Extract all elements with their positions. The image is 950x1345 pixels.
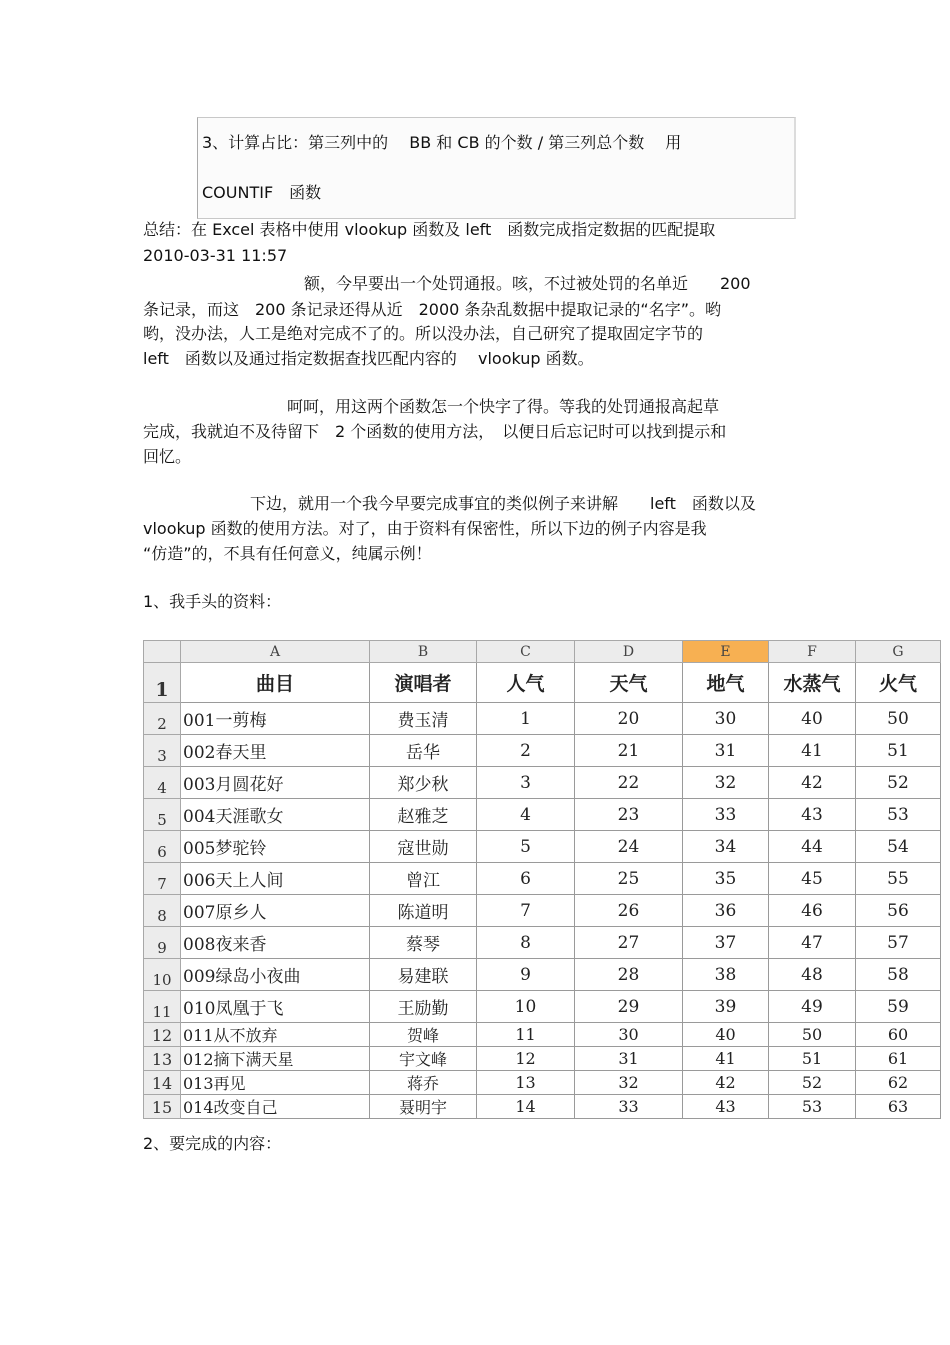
table-cell[interactable]: 41 xyxy=(769,735,856,767)
table-cell[interactable]: 蒋乔 xyxy=(370,1071,477,1095)
header-cell[interactable]: 火气 xyxy=(856,663,941,703)
paragraph-3-line-2: vlookup 函数的使用方法。对了，由于资料有保密性，所以下边的例子内容是我 xyxy=(143,519,707,538)
table-header-row xyxy=(144,663,941,703)
column-header-f[interactable]: F xyxy=(769,641,856,663)
table-cell[interactable]: 011从不放弃 xyxy=(181,1023,370,1047)
table-cell[interactable]: 王励勤 xyxy=(370,991,477,1023)
table-cell[interactable]: 47 xyxy=(769,927,856,959)
row-header[interactable]: 3 xyxy=(144,735,181,767)
table-cell[interactable]: 10 xyxy=(477,991,575,1023)
table-cell[interactable]: 003月圆花好 xyxy=(181,767,370,799)
header-cell[interactable]: 天气 xyxy=(575,663,683,703)
table-cell[interactable]: 009绿岛小夜曲 xyxy=(181,959,370,991)
select-all-corner[interactable] xyxy=(144,641,181,663)
header-cell[interactable]: 地气 xyxy=(683,663,769,703)
table-cell[interactable]: 006天上人间 xyxy=(181,863,370,895)
row-header[interactable]: 15 xyxy=(144,1095,181,1119)
table-row xyxy=(144,959,941,991)
table-cell[interactable]: 34 xyxy=(683,831,769,863)
table-cell[interactable]: 55 xyxy=(856,863,941,895)
column-header-c[interactable]: C xyxy=(477,641,575,663)
table-cell[interactable]: 2 xyxy=(477,735,575,767)
table-cell[interactable]: 007原乡人 xyxy=(181,895,370,927)
header-cell[interactable]: 曲目 xyxy=(181,663,370,703)
column-header-g[interactable]: G xyxy=(856,641,941,663)
row-header[interactable]: 9 xyxy=(144,927,181,959)
paragraph-2-line-3: 回忆。 xyxy=(143,447,192,466)
table-cell[interactable]: 费玉清 xyxy=(370,703,477,735)
paragraph-3-line-1: 下边，就用一个我今早要完成事宜的类似例子来讲解 left 函数以及 xyxy=(250,494,756,513)
table-cell[interactable]: 20 xyxy=(575,703,683,735)
table-row xyxy=(144,1095,941,1119)
table-cell[interactable]: 35 xyxy=(683,863,769,895)
table-cell[interactable]: 004天涯歌女 xyxy=(181,799,370,831)
table-cell[interactable]: 32 xyxy=(683,767,769,799)
table-cell[interactable]: 39 xyxy=(683,991,769,1023)
table-cell[interactable]: 23 xyxy=(575,799,683,831)
header-cell[interactable]: 水蒸气 xyxy=(769,663,856,703)
boxed-note-line-1: 3、计算占比：第三列中的 BB 和 CB 的个数 / 第三列总个数 用 xyxy=(202,133,682,152)
row-header[interactable]: 7 xyxy=(144,863,181,895)
table-cell[interactable]: 53 xyxy=(769,1095,856,1119)
table-row xyxy=(144,735,941,767)
table-cell[interactable]: 51 xyxy=(856,735,941,767)
table-cell[interactable]: 44 xyxy=(769,831,856,863)
table-cell[interactable]: 63 xyxy=(856,1095,941,1119)
row-header[interactable]: 8 xyxy=(144,895,181,927)
table-cell[interactable]: 49 xyxy=(769,991,856,1023)
table-cell[interactable]: 53 xyxy=(856,799,941,831)
table-cell[interactable]: 11 xyxy=(477,1023,575,1047)
table-cell[interactable]: 005梦驼铃 xyxy=(181,831,370,863)
table-cell[interactable]: 6 xyxy=(477,863,575,895)
table-cell[interactable]: 赵雅芝 xyxy=(370,799,477,831)
table-cell[interactable]: 贺峰 xyxy=(370,1023,477,1047)
table-cell[interactable]: 51 xyxy=(769,1047,856,1071)
table-cell[interactable]: 29 xyxy=(575,991,683,1023)
table-cell[interactable]: 聂明宇 xyxy=(370,1095,477,1119)
paragraph-3-line-3: “仿造”的，不具有任何意义，纯属示例！ xyxy=(143,544,432,563)
column-header-d[interactable]: D xyxy=(575,641,683,663)
table-row xyxy=(144,799,941,831)
table-cell[interactable]: 易建联 xyxy=(370,959,477,991)
table-cell[interactable]: 30 xyxy=(683,703,769,735)
table-cell[interactable]: 13 xyxy=(477,1071,575,1095)
table-cell[interactable]: 5 xyxy=(477,831,575,863)
table-cell[interactable]: 36 xyxy=(683,895,769,927)
table-cell[interactable]: 48 xyxy=(769,959,856,991)
table-cell[interactable]: 26 xyxy=(575,895,683,927)
table-row xyxy=(144,703,941,735)
table-cell[interactable]: 38 xyxy=(683,959,769,991)
column-header-a[interactable]: A xyxy=(181,641,370,663)
table-cell[interactable]: 33 xyxy=(575,1095,683,1119)
table-cell[interactable]: 32 xyxy=(575,1071,683,1095)
table-cell[interactable]: 8 xyxy=(477,927,575,959)
table-cell[interactable]: 61 xyxy=(856,1047,941,1071)
column-header-e[interactable]: E xyxy=(683,641,769,663)
table-row xyxy=(144,895,941,927)
row-header[interactable]: 2 xyxy=(144,703,181,735)
table-cell[interactable]: 陈道明 xyxy=(370,895,477,927)
table-cell[interactable]: 52 xyxy=(769,1071,856,1095)
row-header[interactable]: 11 xyxy=(144,991,181,1023)
table-cell[interactable]: 42 xyxy=(683,1071,769,1095)
table-cell[interactable]: 25 xyxy=(575,863,683,895)
table-row xyxy=(144,863,941,895)
boxed-note-line-2: COUNTIF 函数 xyxy=(202,183,322,202)
table-cell[interactable]: 42 xyxy=(769,767,856,799)
table-cell[interactable]: 41 xyxy=(683,1047,769,1071)
heading-my-data: 1、我手头的资料： xyxy=(143,592,282,611)
table-cell[interactable]: 59 xyxy=(856,991,941,1023)
paragraph-1-line-3: 哟，没办法，人工是绝对完成不了的。所以没办法，自己研究了提取固定字节的 xyxy=(143,324,704,343)
table-cell[interactable]: 寇世勋 xyxy=(370,831,477,863)
table-cell[interactable]: 37 xyxy=(683,927,769,959)
table-cell[interactable]: 46 xyxy=(769,895,856,927)
table-row xyxy=(144,1071,941,1095)
table-row xyxy=(144,927,941,959)
column-header-row xyxy=(144,641,941,663)
table-cell[interactable]: 56 xyxy=(856,895,941,927)
paragraph-1-line-2: 条记录，而这 200 条记录还得从近 2000 条杂乱数据中提取记录的“名字”。哟 xyxy=(143,300,722,319)
header-cell[interactable]: 演唱者 xyxy=(370,663,477,703)
table-cell[interactable]: 013再见 xyxy=(181,1071,370,1095)
table-cell[interactable]: 28 xyxy=(575,959,683,991)
summary-timestamp: 2010-03-31 11:57 xyxy=(143,246,288,265)
table-cell[interactable]: 曾江 xyxy=(370,863,477,895)
row-header[interactable]: 4 xyxy=(144,767,181,799)
table-cell[interactable]: 54 xyxy=(856,831,941,863)
paragraph-2-line-1: 呵呵，用这两个函数怎一个快字了得。等我的处罚通报高起草 xyxy=(287,397,720,416)
table-cell[interactable]: 7 xyxy=(477,895,575,927)
table-cell[interactable]: 50 xyxy=(856,703,941,735)
table-cell[interactable]: 宇文峰 xyxy=(370,1047,477,1071)
table-cell[interactable]: 012摘下满天星 xyxy=(181,1047,370,1071)
table-row xyxy=(144,1047,941,1071)
table-row xyxy=(144,1023,941,1047)
row-header[interactable]: 10 xyxy=(144,959,181,991)
table-cell[interactable]: 31 xyxy=(575,1047,683,1071)
table-cell[interactable]: 62 xyxy=(856,1071,941,1095)
table-cell[interactable]: 岳华 xyxy=(370,735,477,767)
table-cell[interactable]: 60 xyxy=(856,1023,941,1047)
table-cell[interactable]: 21 xyxy=(575,735,683,767)
table-cell[interactable]: 010凤凰于飞 xyxy=(181,991,370,1023)
table-cell[interactable]: 008夜来香 xyxy=(181,927,370,959)
row-header[interactable]: 6 xyxy=(144,831,181,863)
paragraph-2-line-2: 完成，我就迫不及待留下 2 个函数的使用方法， 以便日后忘记时可以找到提示和 xyxy=(143,422,727,441)
table-cell[interactable]: 50 xyxy=(769,1023,856,1047)
table-cell[interactable]: 9 xyxy=(477,959,575,991)
row-header[interactable]: 1 xyxy=(144,663,181,703)
table-cell[interactable]: 57 xyxy=(856,927,941,959)
spreadsheet-body xyxy=(144,641,941,1119)
table-cell[interactable]: 58 xyxy=(856,959,941,991)
table-cell[interactable]: 27 xyxy=(575,927,683,959)
table-cell[interactable]: 014改变自己 xyxy=(181,1095,370,1119)
row-header[interactable]: 13 xyxy=(144,1047,181,1071)
header-cell[interactable]: 人气 xyxy=(477,663,575,703)
table-cell[interactable]: 31 xyxy=(683,735,769,767)
table-cell[interactable]: 12 xyxy=(477,1047,575,1071)
table-cell[interactable]: 22 xyxy=(575,767,683,799)
column-header-b[interactable]: B xyxy=(370,641,477,663)
table-row xyxy=(144,831,941,863)
heading-to-complete: 2、要完成的内容： xyxy=(143,1134,282,1153)
table-cell[interactable]: 24 xyxy=(575,831,683,863)
table-cell[interactable]: 33 xyxy=(683,799,769,831)
table-cell[interactable]: 002春天里 xyxy=(181,735,370,767)
table-cell[interactable]: 郑少秋 xyxy=(370,767,477,799)
table-cell[interactable]: 30 xyxy=(575,1023,683,1047)
row-header[interactable]: 12 xyxy=(144,1023,181,1047)
table-cell[interactable]: 1 xyxy=(477,703,575,735)
table-cell[interactable]: 40 xyxy=(769,703,856,735)
summary-title: 总结：在 Excel 表格中使用 vlookup 函数及 left 函数完成指定数据的匹配提取 xyxy=(143,220,716,239)
row-header[interactable]: 14 xyxy=(144,1071,181,1095)
table-cell[interactable]: 43 xyxy=(769,799,856,831)
table-cell[interactable]: 14 xyxy=(477,1095,575,1119)
paragraph-1-line-4: left 函数以及通过指定数据查找匹配内容的 vlookup 函数。 xyxy=(143,349,594,368)
table-cell[interactable]: 45 xyxy=(769,863,856,895)
row-header[interactable]: 5 xyxy=(144,799,181,831)
table-row xyxy=(144,991,941,1023)
paragraph-1-line-1: 额，今早要出一个处罚通报。咳，不过被处罚的名单近 200 xyxy=(304,274,751,293)
table-cell[interactable]: 001一剪梅 xyxy=(181,703,370,735)
table-cell[interactable]: 蔡琴 xyxy=(370,927,477,959)
spreadsheet xyxy=(143,640,941,1119)
table-cell[interactable]: 52 xyxy=(856,767,941,799)
table-cell[interactable]: 43 xyxy=(683,1095,769,1119)
table-cell[interactable]: 3 xyxy=(477,767,575,799)
table-cell[interactable]: 4 xyxy=(477,799,575,831)
table-cell[interactable]: 40 xyxy=(683,1023,769,1047)
table-row xyxy=(144,767,941,799)
boxed-note xyxy=(197,117,796,219)
